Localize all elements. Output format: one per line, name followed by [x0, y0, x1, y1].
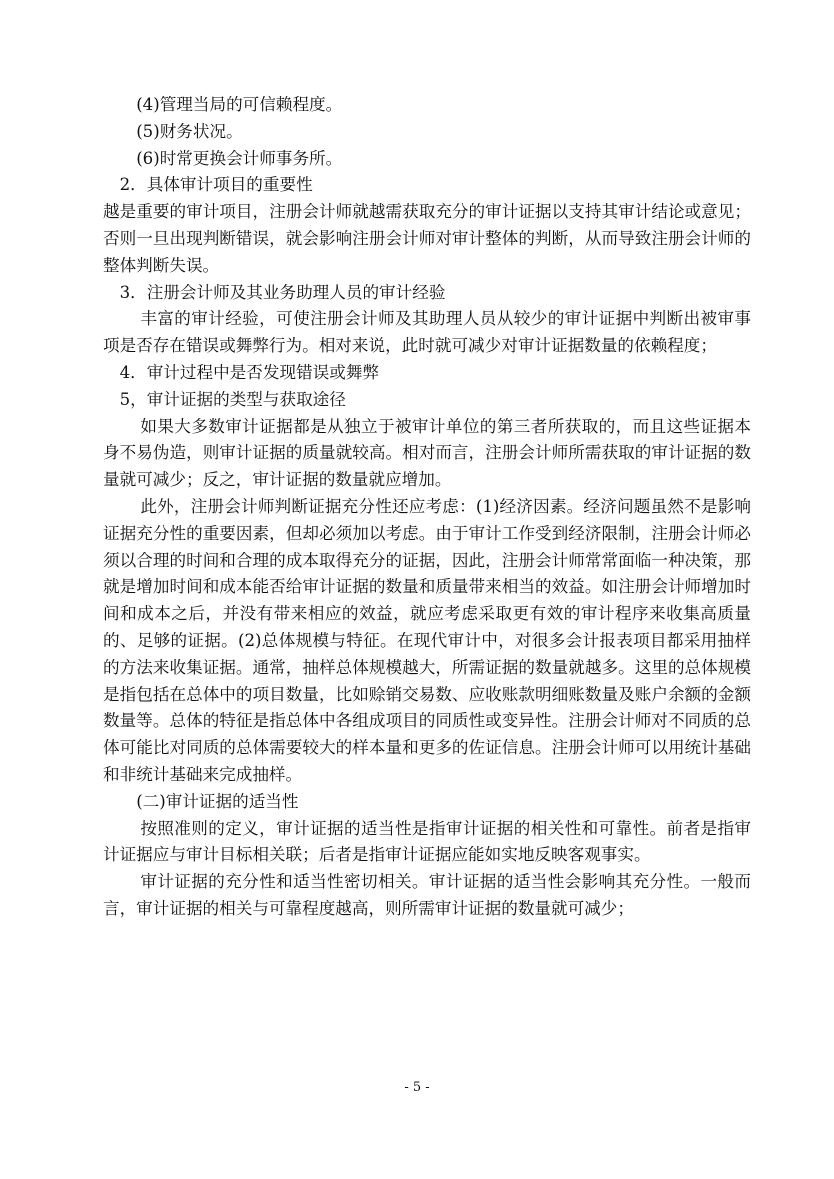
paragraph-sufficiency-factors: 此外，注册会计师判断证据充分性还应考虑：(1)经济因素。经济问题虽然不是影响证据充分性的重要因素，但却必须加以考虑。由于审计工作受到经济限制，注册会计师必须以合理的时间和合理的成本取得充分的证据，因此，注册会计师常常面临一种决策，那就是增加时间和成本能否给审计证据的数量和质量带来相当的效益。如注册会计师增加时间和成本之后，并没有带来相应的效益，就应考虑采取更有效的审计程序来收集高质量的、足够的证据。(2)总体规模与特征。在现代审计中，对很多会计报表项目都采用抽样的方法来收集证据。通常，抽样总体规模越大，所需证据的数量就越多。这里的总体规模是指包括在总体中的项目数量，比如赊销交易数、应收账款明细账数量及账户余额的金额数量等。总体的特征是指总体中各组成项目的同质性或变异性。注册会计师对不同质的总体可能比对同质的总体需要较大的样本量和更多的佐证信息。注册会计师可以用统计基础和非统计基础来完成抽样。	[103, 496, 751, 784]
section-heading-4: 4．审计过程中是否发现错误或舞弊	[119, 362, 380, 382]
paragraph-item-6: (6)时常更换会计师事务所。	[136, 148, 343, 168]
paragraph-experience: 丰富的审计经验，可使注册会计师及其助理人员从较少的审计证据中判断出被审事项是否存在错误或舞弊行为。相对来说，此时就可减少对审计证据数量的依赖程度；	[103, 309, 751, 356]
section-heading-2: 2．具体审计项目的重要性	[119, 175, 313, 195]
paragraph-item-5: (5)财务状况。	[136, 121, 243, 141]
paragraph-importance: 越是重要的审计项目，注册会计师就越需获取充分的审计证据以支持其审计结论或意见；否则一旦出现判断错误，就会影响注册会计师对审计整体的判断，从而导致注册会计师的整体判断失误。	[103, 202, 751, 275]
paragraph-appropriateness-definition: 按照准则的定义，审计证据的适当性是指审计证据的相关性和可靠性。前者是指审计证据应与审计目标相关联；后者是指审计证据应能如实地反映客观事实。	[103, 818, 751, 865]
body-text	[103, 92, 751, 923]
page-number: - 5 -	[404, 1080, 430, 1095]
section-heading-appropriateness: (二)审计证据的适当性	[136, 791, 299, 811]
paragraph-item-4: (4)管理当局的可信赖程度。	[136, 95, 343, 114]
section-heading-5: 5，审计证据的类型与获取途径	[119, 389, 346, 409]
paragraph-evidence-type: 如果大多数审计证据都是从独立于被审计单位的第三者所获取的，而且这些证据本身不易伪造，则审计证据的质量就较高。相对而言，注册会计师所需获取的审计证据的数量就可减少；反之，审计证据的数量就应增加。	[103, 416, 751, 490]
section-heading-3: 3．注册会计师及其业务助理人员的审计经验	[119, 282, 446, 302]
paragraph-sufficiency-appropriateness: 审计证据的充分性和适当性密切相关。审计证据的适当性会影响其充分性。一般而言，审计证据的相关与可靠程度越高，则所需审计证据的数量就可减少；	[103, 872, 751, 918]
